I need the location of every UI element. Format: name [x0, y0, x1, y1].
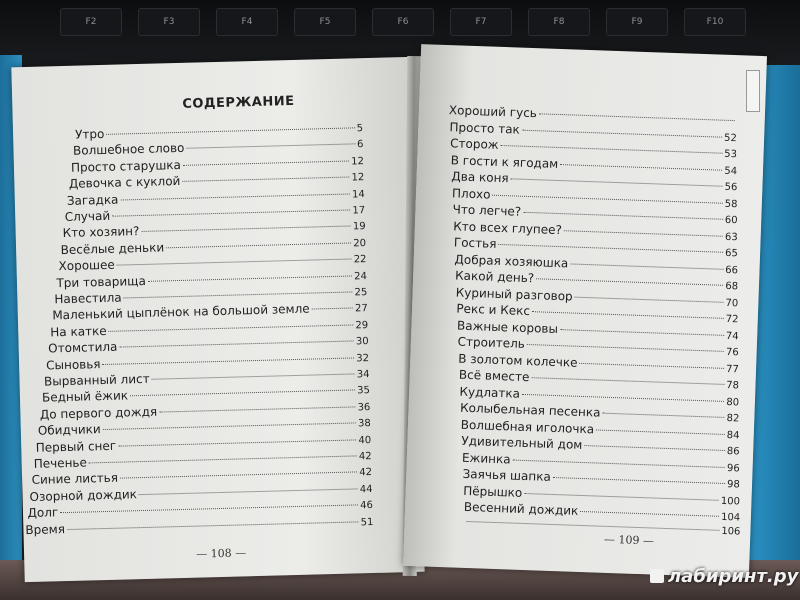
toc-entry-title: Бедный ёжик [41, 388, 129, 406]
toc-entry-page: 38 [357, 418, 371, 430]
toc-leader-dots [524, 491, 719, 500]
toc-leader-dots [513, 458, 725, 467]
toc-leader-dots [112, 208, 350, 216]
toc-entry-title: До первого дождя [39, 404, 158, 422]
toc-entry-title: Хорошее [58, 257, 115, 274]
toc-entry-page: 17 [352, 205, 366, 217]
toc-entry-page: 6 [356, 139, 364, 151]
toc-entry-page: 80 [726, 396, 740, 408]
toc-entry-title: Отомстила [48, 339, 118, 356]
toc-entry-page: 98 [726, 479, 741, 491]
toc-leader-dots [152, 372, 355, 379]
toc-entry-page: 22 [353, 254, 367, 266]
toc-leader-dots [130, 389, 355, 397]
toc-leader-dots [575, 295, 724, 302]
toc-leader-dots [492, 193, 722, 203]
keyboard-key: F9 [606, 8, 668, 36]
toc-entry-title: Добрая хозяюшка [454, 251, 569, 270]
keyboard-key: F7 [450, 8, 512, 36]
toc-leader-dots [120, 471, 357, 479]
toc-entry-title: Кто всех глупее? [453, 218, 563, 237]
keyboard-key: F3 [138, 8, 200, 36]
toc-entry-page: 72 [725, 313, 739, 326]
toc-leader-dots [103, 422, 356, 431]
toc-entry-page: 19 [352, 221, 366, 233]
toc-leader-dots [183, 159, 349, 165]
toc-entry-title: Весенний дождик [463, 499, 579, 518]
toc-entry-page: 24 [354, 270, 368, 283]
toc-entry-page: 86 [726, 446, 740, 458]
toc-entry-title: Девочка с куклой [68, 174, 181, 192]
toc-leader-dots [182, 176, 349, 182]
toc-entry-title: Случай [64, 208, 111, 224]
toc-entry-title: Что легче? [452, 202, 522, 219]
toc-entry-page: 42 [359, 467, 373, 479]
toc-entry-page: 77 [725, 363, 740, 375]
toc-entry-page: 14 [351, 188, 365, 201]
toc-entry-page: 56 [724, 181, 738, 194]
toc-entry-title: Загадка [66, 192, 119, 208]
toc-entry-title: Какой день? [454, 268, 535, 286]
toc-leader-dots [141, 225, 351, 232]
toc-entry-title: Маленький цыплёнок на большой земле [52, 301, 310, 323]
toc-entry-page: 74 [725, 330, 739, 342]
watermark-text: лабиринт.ру [668, 566, 799, 587]
toc-entry-page: 5 [356, 123, 364, 135]
toc-entry-page: 29 [355, 319, 369, 332]
toc-leader-dots [570, 262, 723, 269]
toc-entry-title: Сыновья [45, 356, 101, 373]
right-page [403, 44, 767, 578]
toc-entry-page: 76 [725, 346, 739, 359]
toc-entry-page: 65 [724, 247, 739, 260]
page-number-left: — 108 — [195, 546, 247, 561]
toc-entry-title: Гостья [453, 235, 497, 251]
toc-leader-dots [159, 405, 356, 412]
toc-entry-page: 54 [724, 165, 738, 177]
toc-entry-page: 35 [357, 385, 371, 397]
toc-entry-title: Плохо [451, 185, 491, 202]
toc-entry-title: Время [25, 521, 66, 537]
toc-entry-page: 40 [358, 434, 372, 446]
toc-entry-title: Первый снег [35, 438, 117, 455]
toc-leader-dots [580, 510, 719, 517]
toc-entry-page: 51 [360, 516, 374, 528]
toc-entry-page: 70 [725, 297, 739, 309]
toc-entry-page: 106 [721, 525, 741, 538]
toc-entry-title: Утро [74, 126, 105, 142]
page-title: СОДЕРЖАНИЕ [182, 93, 295, 112]
toc-entry-title: В гости к ягодам [450, 152, 559, 171]
toc-entry-title: Обидчики [37, 422, 101, 438]
keyboard-key: F5 [294, 8, 356, 36]
toc-entry-title: Печенье [33, 455, 88, 471]
toc-leader-dots [124, 290, 353, 298]
toc-entry-page: 84 [726, 429, 740, 441]
toc-leader-dots [498, 243, 723, 253]
toc-leader-dots [539, 112, 735, 121]
toc-entry-page: 104 [720, 511, 741, 524]
toc-leader-dots [148, 274, 352, 281]
toc-entry-page: 58 [724, 198, 738, 210]
toc-entry-title: Долг [27, 505, 59, 521]
toc-leader-dots [89, 454, 357, 463]
toc-entry-page: 82 [726, 413, 740, 425]
watermark [650, 566, 798, 587]
toc-leader-dots [560, 163, 722, 171]
toc-entry-page: 63 [724, 231, 738, 243]
toc-entry-title: Заячья шапка [462, 466, 552, 484]
toc-entry-title: Кудлатка [459, 384, 521, 401]
toc-entry-page: 12 [351, 172, 365, 184]
toc-entry-title: Строитель [457, 334, 526, 351]
toc-leader-dots [560, 328, 724, 336]
toc-entry-title: Колыбельная песенка [459, 400, 601, 420]
toc-entry-title: В золотом колечке [458, 351, 578, 370]
toc-leader-dots [102, 356, 354, 365]
toc-entry-title: Куриный разговор [455, 284, 573, 304]
toc-entry-page: 42 [358, 451, 372, 463]
toc-leader-dots [531, 376, 724, 385]
page-number-right: — 109 — [603, 532, 655, 548]
toc-entry-page: 25 [354, 287, 368, 299]
toc-entry-title: Сторож [449, 136, 499, 152]
toc-entry-title: Два коня [451, 169, 509, 186]
toc-leader-dots [536, 277, 723, 286]
toc-leader-dots [501, 144, 723, 154]
toc-leader-dots [118, 438, 356, 446]
toc-entry-title: Навестила [54, 290, 122, 307]
toc-entry-title: Удивительный дом [461, 433, 583, 452]
toc-entry-page: 20 [353, 237, 367, 250]
keyboard-key: F8 [528, 8, 590, 36]
toc-entry-page: 60 [724, 214, 738, 227]
toc-entry-page: 66 [725, 264, 739, 276]
bookmark-ribbon [746, 70, 760, 112]
toc-entry-title: Синие листья [31, 471, 119, 488]
toc-leader-dots [527, 343, 724, 352]
toc-leader-dots [564, 229, 723, 237]
toc-entry-title: На катке [50, 323, 107, 340]
toc-entry-page: 100 [720, 495, 741, 508]
toc-entry-page: 32 [356, 352, 370, 364]
toc-leader-dots [602, 412, 724, 418]
toc-leader-dots [106, 126, 354, 135]
toc-entry-title: Волшебное слово [72, 141, 185, 159]
toc-leader-dots [511, 177, 723, 186]
toc-leader-dots [532, 310, 724, 319]
toc-entry-title: Весёлые деньки [60, 240, 165, 257]
toc-leader-dots [596, 428, 725, 434]
toc-entry-title: Кто хозяин? [62, 224, 140, 241]
toc-entry-title: Ежинка [461, 450, 511, 466]
toc-leader-dots [120, 192, 350, 200]
toc-entry-title: Всё вместе [458, 367, 530, 385]
toc-entry-page: 34 [356, 369, 370, 381]
toc-leader-dots [522, 392, 724, 401]
toc-entry-page: 68 [725, 280, 739, 293]
toc-leader-dots [522, 128, 722, 137]
toc-entry-title: Просто так [449, 119, 521, 137]
toc-entry-title: Хороший гусь [448, 103, 538, 121]
keyboard-key: F10 [684, 8, 746, 36]
toc-leader-dots [186, 143, 355, 149]
toc-leader-dots [60, 504, 358, 514]
toc-leader-dots [119, 340, 353, 348]
keyboard-key: F6 [372, 8, 434, 36]
toc-entry-page: 52 [723, 132, 738, 144]
labirint-logo-icon [650, 569, 664, 583]
toc-entry-page: 46 [360, 500, 374, 512]
toc-entry-title: Озорной дождик [29, 486, 138, 504]
toc-leader-dots [166, 241, 351, 248]
toc-leader-dots [553, 476, 725, 484]
keyboard-key: F4 [216, 8, 278, 36]
toc-leader-dots [580, 361, 725, 368]
toc-entry-page: 78 [726, 379, 740, 392]
left-page [11, 57, 424, 582]
keyboard-key: F2 [60, 8, 122, 36]
toc-leader-dots [312, 307, 353, 310]
toc-entry-title: Рекс и Кекс [456, 301, 531, 319]
toc-entry-title: Пёрышко [463, 483, 523, 500]
toc-leader-dots [117, 258, 352, 266]
toc-entry-page: 96 [726, 462, 740, 474]
toc-entry-title: Вырванный лист [43, 371, 150, 389]
toc-leader-dots [523, 211, 723, 220]
toc-entry-title: Просто старушка [70, 157, 182, 175]
toc-entry-page: 44 [359, 483, 373, 496]
toc-leader-dots [584, 444, 725, 451]
toc-entry-title: Три товарища [56, 273, 147, 290]
toc-leader-dots [109, 323, 354, 331]
toc-entry-page: 12 [351, 155, 365, 168]
toc-entry-page: 36 [357, 401, 371, 414]
toc-entry-page: 27 [354, 303, 368, 315]
toc-entry-title: Волшебная иголочка [460, 417, 595, 436]
toc-leader-dots [67, 520, 359, 530]
toc-entry-page: 53 [724, 148, 738, 161]
toc-entry-page: 30 [355, 336, 369, 348]
toc-leader-dots [139, 487, 358, 495]
toc-entry-title: Важные коровы [456, 318, 559, 336]
